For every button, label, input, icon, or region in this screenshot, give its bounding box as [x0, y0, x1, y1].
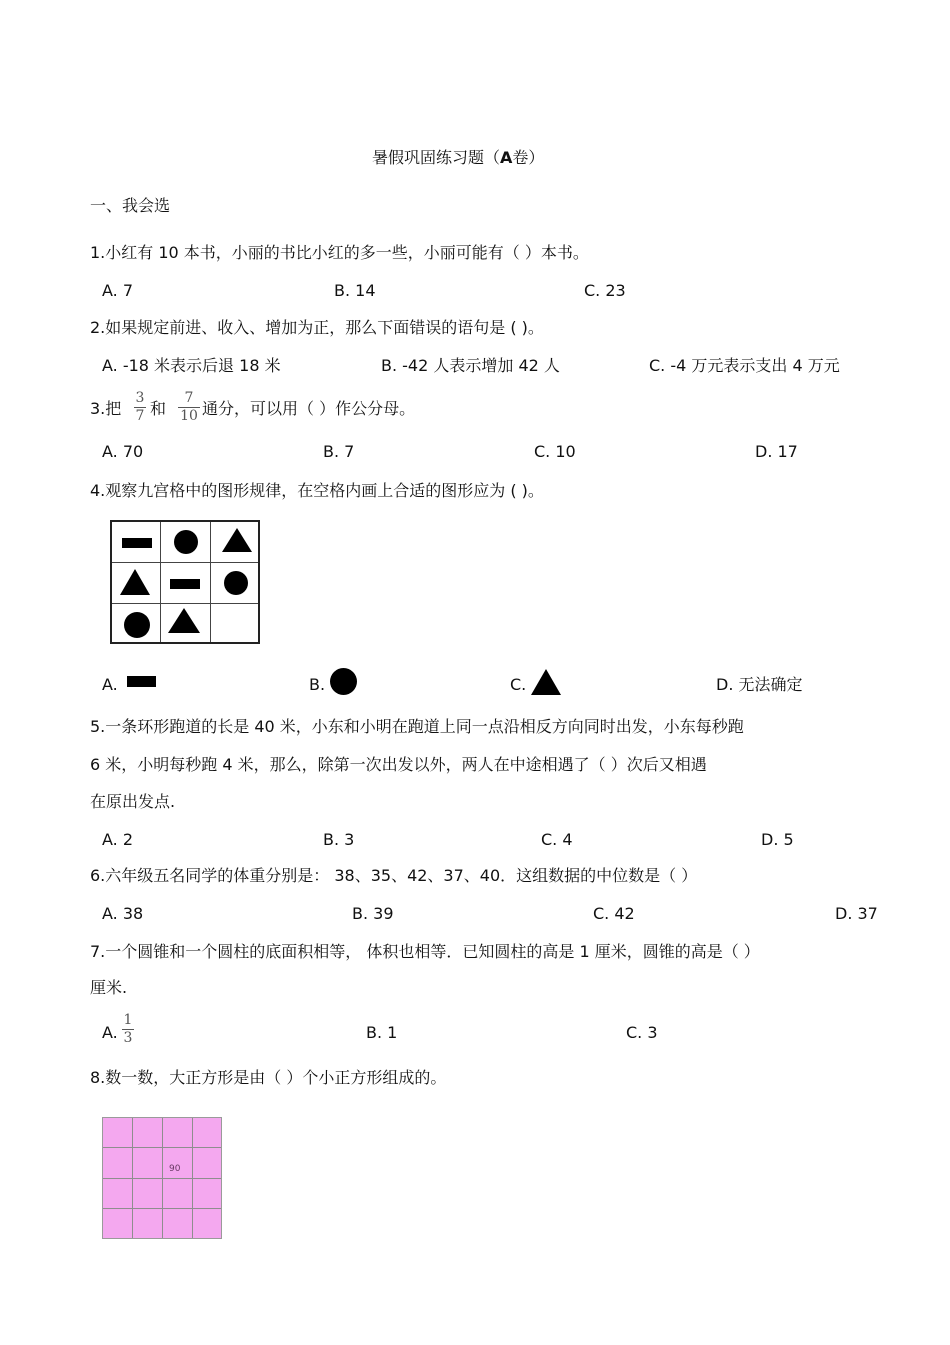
- q2-option-c: C. -4 万元表示支出 4 万元: [649, 356, 840, 375]
- triangle-shape: [120, 569, 150, 595]
- q1-option-a: A. 7: [102, 281, 134, 300]
- circle-shape: [224, 571, 248, 595]
- q3-option-a: A. 70: [102, 442, 144, 461]
- q4-option-b: B.: [309, 675, 326, 694]
- square-grid-figure: [102, 1117, 222, 1239]
- question-8: 8.数一数，大正方形是由（ ）个小正方形组成的。: [90, 1068, 447, 1087]
- fraction-3-7: 3 7: [135, 390, 145, 424]
- circle-shape: [124, 612, 150, 638]
- q7-option-c: C. 3: [626, 1023, 658, 1042]
- q6-option-c: C. 42: [593, 904, 635, 923]
- rectangle-icon: [127, 676, 156, 687]
- section-heading: 一、我会选: [90, 196, 171, 215]
- q5-option-d: D. 5: [761, 830, 794, 849]
- q2-option-b: B. -42 人表示增加 42 人: [381, 356, 560, 375]
- question-5-line-2: 6 米，小明每秒跑 4 米，那么，除第一次出发以外，两人在中途相遇了（ ）次后又相遇: [90, 755, 707, 774]
- q7-option-a: A.: [102, 1023, 118, 1042]
- grid-angle-label: 90: [169, 1164, 181, 1174]
- question-7-line-1: 7.一个圆锥和一个圆柱的底面积相等， 体积也相等．已知圆柱的高是 1 厘米，圆锥的高是（ ）: [90, 942, 760, 961]
- question-1: 1.小红有 10 本书，小丽的书比小红的多一些，小丽可能有（ ）本书。: [90, 243, 589, 262]
- q3-option-d: D. 17: [755, 442, 798, 461]
- q2-option-a: A. -18 米表示后退 18 米: [102, 356, 281, 375]
- q4-option-a: A.: [102, 675, 118, 694]
- rectangle-shape: [170, 579, 200, 589]
- q6-option-d: D. 37: [835, 904, 878, 923]
- circle-icon: [330, 668, 357, 695]
- q4-option-c: C.: [510, 675, 527, 694]
- triangle-shape: [222, 528, 252, 552]
- question-2: 2.如果规定前进、收入、增加为正，那么下面错误的语句是 ( )。: [90, 318, 544, 337]
- question-3-suffix: 通分，可以用（ ）作公分母。: [202, 399, 416, 418]
- rectangle-shape: [122, 538, 152, 548]
- nine-grid-figure: [110, 520, 260, 644]
- q5-option-c: C. 4: [541, 830, 573, 849]
- question-4: 4.观察九宫格中的图形规律，在空格内画上合适的图形应为 ( )。: [90, 481, 544, 500]
- question-3-prefix: 3.把: [90, 399, 122, 418]
- triangle-icon: [531, 669, 561, 695]
- q5-option-a: A. 2: [102, 830, 134, 849]
- circle-shape: [174, 530, 198, 554]
- q1-option-c: C. 23: [584, 281, 626, 300]
- question-5-line-3: 在原出发点.: [90, 792, 176, 811]
- page-title: 暑假巩固练习题（A卷）: [372, 148, 545, 167]
- fraction-1-3: 1 3: [123, 1012, 133, 1046]
- q7-option-b: B. 1: [366, 1023, 398, 1042]
- q6-option-b: B. 39: [352, 904, 394, 923]
- q4-option-d: D. 无法确定: [716, 675, 803, 694]
- question-5-line-1: 5.一条环形跑道的长是 40 米，小东和小明在跑道上同一点沿相反方向同时出发，小东每秒跑: [90, 717, 744, 736]
- q1-option-b: B. 14: [334, 281, 376, 300]
- q6-option-a: A. 38: [102, 904, 144, 923]
- question-3-and: 和: [150, 399, 167, 418]
- question-6: 6.六年级五名同学的体重分别是： 38、35、42、37、40．这组数据的中位数是（ ）: [90, 866, 698, 885]
- triangle-shape: [168, 608, 200, 633]
- q3-option-b: B. 7: [323, 442, 355, 461]
- q5-option-b: B. 3: [323, 830, 355, 849]
- q3-option-c: C. 10: [534, 442, 576, 461]
- question-7-line-2: 厘米.: [90, 978, 128, 997]
- fraction-7-10: 7 10: [178, 391, 200, 424]
